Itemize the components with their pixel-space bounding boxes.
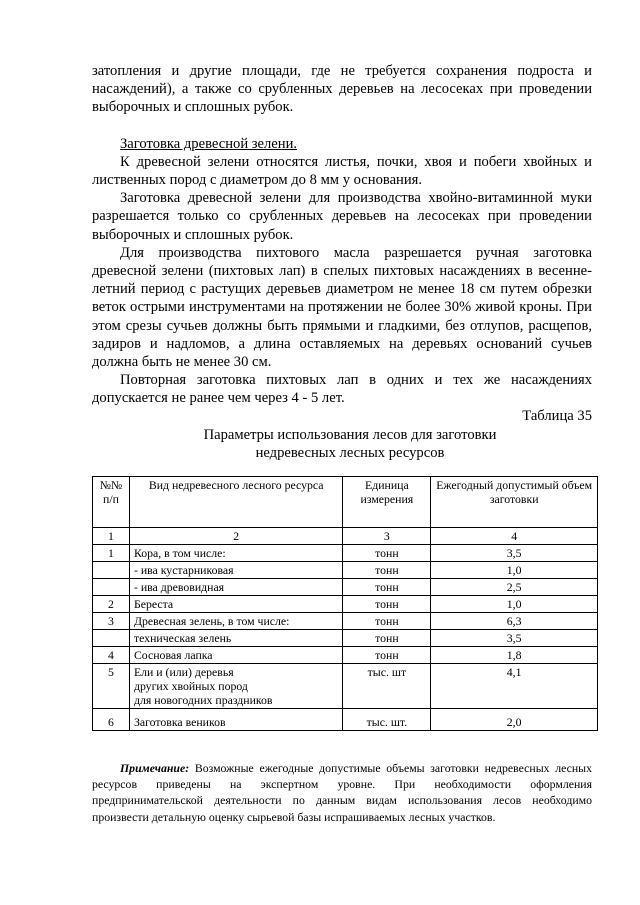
section-heading-wrap	[92, 135, 592, 153]
column-number-row	[93, 528, 598, 545]
cell-num: 1	[93, 545, 130, 562]
column-number: 3	[343, 528, 431, 545]
cell-unit: тонн	[343, 596, 431, 613]
note-label: Примечание:	[120, 761, 190, 775]
table-row	[93, 647, 598, 664]
cell-num	[93, 562, 130, 579]
cell-unit: тыс. шт	[343, 664, 431, 709]
cell-volume: 4,1	[431, 664, 598, 709]
cell-volume: 6,3	[431, 613, 598, 630]
cell-unit: тонн	[343, 630, 431, 647]
section-heading: Заготовка древесной зелени.	[120, 135, 298, 152]
body-text	[92, 62, 592, 408]
cell-num: 4	[93, 647, 130, 664]
cell-resource: техническая зелень	[129, 630, 343, 647]
note-paragraph	[92, 760, 592, 825]
cell-num: 6	[93, 709, 130, 731]
header-volume: Ежегодный допустимый объем заготовки	[431, 477, 598, 528]
paragraph-definition: К древесной зелени относятся листья, почки, хвоя и побеги хвойных и лиственных пород с диаметром до 8 мм у основания.	[92, 153, 592, 189]
note-text: Возможные ежегодные допустимые объемы заготовки недревесных лесных ресурсов приведены на экспертном уровне. При необходимости оформления предпринимательской деятельности по данным видам использования лесов необходимо произвести детальную оценку сырьевой базы испрашиваемых лесных участков.	[92, 761, 592, 824]
cell-num: 2	[93, 596, 130, 613]
table-header-row	[93, 477, 598, 528]
header-unit: Единица измерения	[343, 477, 431, 528]
cell-volume: 1,0	[431, 562, 598, 579]
table-row	[93, 613, 598, 630]
paragraph-continuation: затопления и другие площади, где не требуется сохранения подроста и насаждений), а также со срубленных деревьев на лесосеках при проведении выборочных и сплошных рубок.	[92, 63, 592, 116]
cell-resource: - ива древовидная	[129, 579, 343, 596]
cell-resource: Заготовка веников	[129, 709, 343, 731]
table-row	[93, 562, 598, 579]
cell-unit: тыс. шт.	[343, 709, 431, 731]
cell-volume: 1,8	[431, 647, 598, 664]
cell-num: 5	[93, 664, 130, 709]
table-note	[92, 760, 592, 825]
paragraph-vitamin-flour: Заготовка древесной зелени для производства хвойно-витаминной муки разрешается только со срубленных деревьев на лесосеках при проведении выборочных и сплошных рубок.	[92, 190, 592, 243]
cell-resource: Кора, в том числе:	[129, 545, 343, 562]
table-row	[93, 630, 598, 647]
cell-num: 3	[93, 613, 130, 630]
cell-resource: - ива кустарниковая	[129, 562, 343, 579]
cell-volume: 3,5	[431, 545, 598, 562]
header-resource: Вид недревесного лесного ресурса	[129, 477, 343, 528]
cell-resource: Сосновая лапка	[129, 647, 343, 664]
cell-resource: Береста	[129, 596, 343, 613]
cell-resource	[129, 664, 343, 709]
paragraph-repeat-harvest: Повторная заготовка пихтовых лап в одних и тех же насаждениях допускается не ранее чем через 4 - 5 лет.	[92, 372, 592, 407]
cell-unit: тонн	[343, 545, 431, 562]
cell-unit: тонн	[343, 613, 431, 630]
cell-volume: 3,5	[431, 630, 598, 647]
table-caption	[160, 426, 540, 462]
table-caption-line: недревесных лесных ресурсов	[255, 445, 445, 461]
blank-line	[92, 117, 592, 135]
cell-resource-line: других хвойных пород	[133, 679, 248, 693]
column-number: 4	[431, 528, 598, 545]
table-row	[93, 664, 598, 709]
cell-volume: 2,5	[431, 579, 598, 596]
cell-unit: тонн	[343, 579, 431, 596]
cell-num	[93, 579, 130, 596]
cell-unit: тонн	[343, 647, 431, 664]
cell-resource: Древесная зелень, в том числе:	[129, 613, 343, 630]
cell-unit: тонн	[343, 562, 431, 579]
cell-num	[93, 630, 130, 647]
cell-resource-line: для новогодних праздников	[133, 693, 273, 707]
table-label: Таблица 35	[522, 408, 592, 424]
cell-resource-line: Ели и (или) деревья	[133, 665, 234, 679]
column-number: 1	[93, 528, 130, 545]
column-number: 2	[129, 528, 343, 545]
table-row	[93, 709, 598, 731]
table-row	[93, 596, 598, 613]
resources-table	[92, 476, 598, 731]
paragraph-fir-oil: Для производства пихтового масла разрешается ручная заготовка древесной зелени (пихтовых лап) в спелых пихтовых насаждениях в весенне-летний период с растущих деревьев диаметром не менее 18 см путем обрезки веток острыми инструментами на протяжении не более 30% живой кроны. При этом срезы сучьев должны быть прямыми и гладкими, без отлупов, расщепов, задиров и надломов, а длина оставляемых на деревьях оснований сучьев должна быть не менее 30 см.	[92, 244, 592, 371]
cell-volume: 2,0	[431, 709, 598, 731]
table-caption-line: Параметры использования лесов для заготовки	[203, 427, 497, 443]
table-row	[93, 545, 598, 562]
table-row	[93, 579, 598, 596]
header-num: №№ п/п	[93, 477, 130, 528]
cell-volume: 1,0	[431, 596, 598, 613]
